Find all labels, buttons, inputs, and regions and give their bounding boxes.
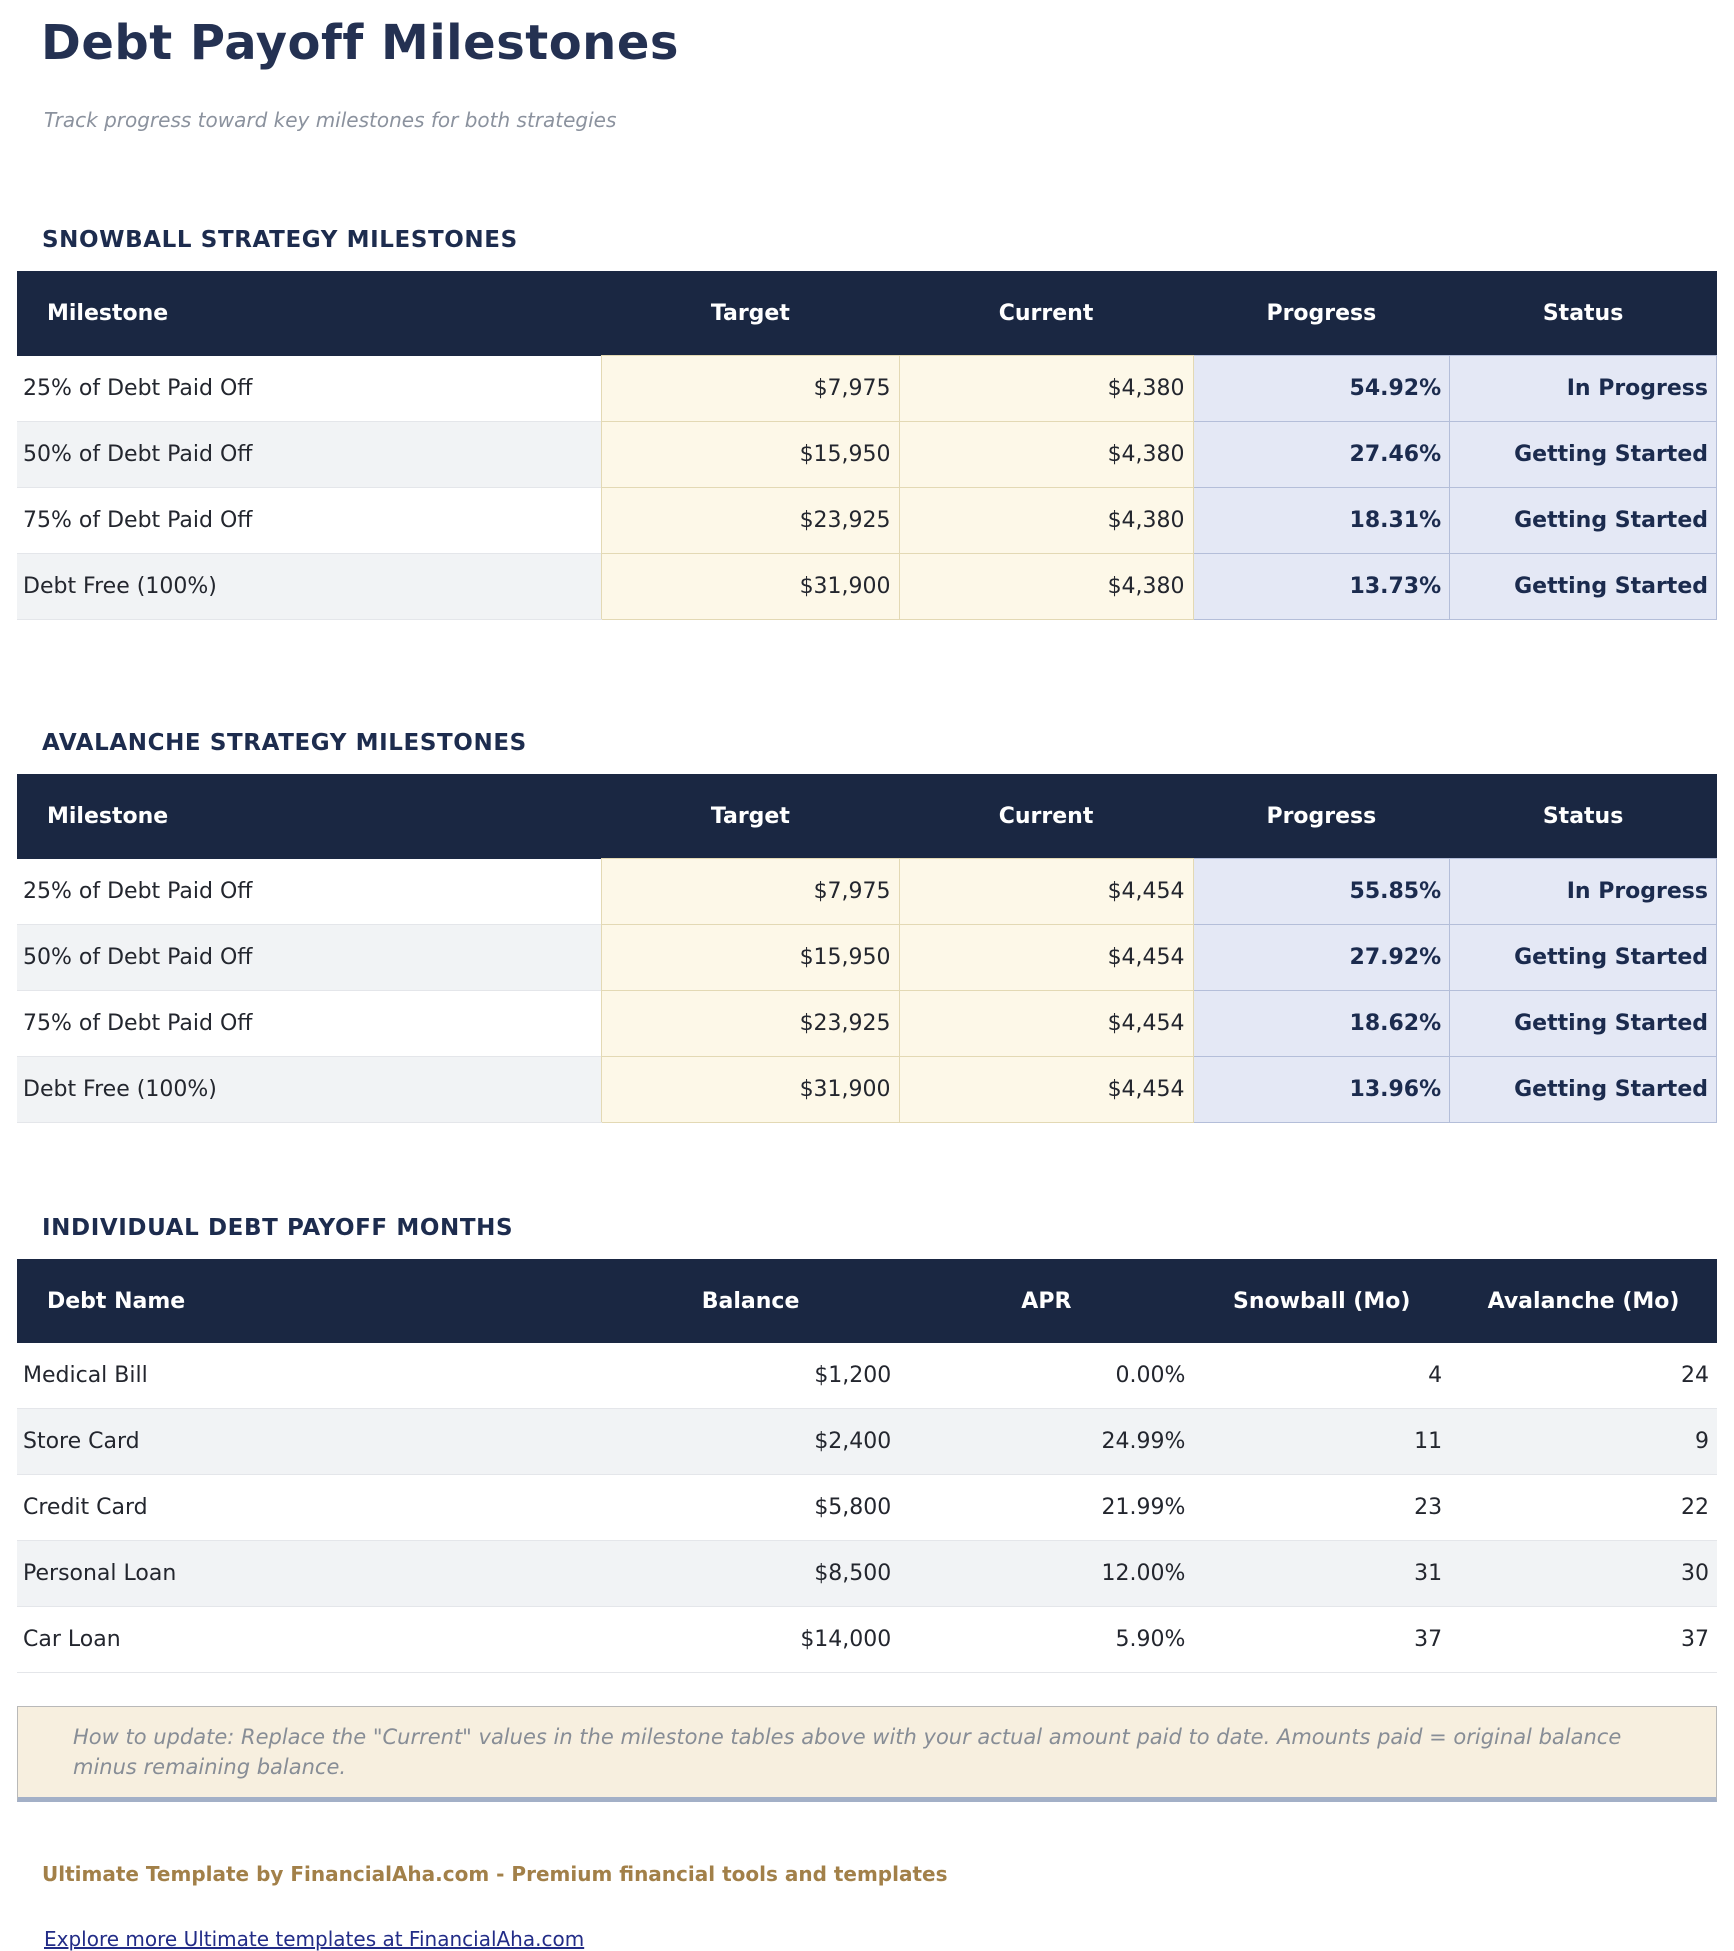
current-cell: $4,380 <box>899 422 1193 488</box>
progress-cell: 13.73% <box>1193 554 1450 620</box>
section-avalanche <box>17 730 1717 1123</box>
status-cell: Getting Started <box>1450 422 1717 488</box>
snowball-months-cell: 37 <box>1193 1607 1450 1673</box>
section-heading-snowball: SNOWBALL STRATEGY MILESTONES <box>42 227 518 254</box>
target-cell: $15,950 <box>602 925 899 991</box>
current-cell: $4,380 <box>899 488 1193 554</box>
milestone-cell: 25% of Debt Paid Off <box>23 376 253 402</box>
table-header-row <box>17 1259 1717 1343</box>
avalanche-months-cell: 9 <box>1450 1409 1717 1475</box>
apr-cell: 5.90% <box>899 1607 1193 1673</box>
snowball-months-cell: 31 <box>1193 1541 1450 1607</box>
section-heading-debts: INDIVIDUAL DEBT PAYOFF MONTHS <box>42 1215 514 1242</box>
status-cell: Getting Started <box>1450 554 1717 620</box>
table-row <box>17 859 1717 925</box>
debt-name-cell: Car Loan <box>17 1607 602 1673</box>
column-header-target: Target <box>602 271 899 356</box>
debt-payoff-months-table <box>17 1259 1717 1673</box>
section-snowball <box>17 227 1717 620</box>
target-cell: $15,950 <box>602 422 899 488</box>
column-header-balance: Balance <box>602 1259 900 1343</box>
target-cell: $23,925 <box>602 991 899 1057</box>
column-header-progress: Progress <box>1193 774 1450 859</box>
balance-cell: $2,400 <box>602 1409 900 1475</box>
status-cell: Getting Started <box>1450 991 1717 1057</box>
target-cell: $31,900 <box>602 1057 899 1123</box>
table-header-row <box>17 271 1717 356</box>
balance-cell: $5,800 <box>602 1475 900 1541</box>
column-header-progress: Progress <box>1193 271 1450 356</box>
progress-cell: 27.46% <box>1193 422 1450 488</box>
milestone-cell: 75% of Debt Paid Off <box>17 991 602 1057</box>
progress-cell: 54.92% <box>1193 356 1450 422</box>
avalanche-months-cell: 22 <box>1450 1475 1717 1541</box>
section-debts <box>17 1215 1717 1673</box>
column-header-apr: APR <box>899 1259 1193 1343</box>
milestone-cell: 50% of Debt Paid Off <box>17 422 602 488</box>
milestone-cell: 25% of Debt Paid Off <box>23 879 253 905</box>
column-header-debt-name: Debt Name <box>17 1259 602 1343</box>
page-title: Debt Payoff Milestones <box>41 15 679 71</box>
debt-name-cell: Credit Card <box>17 1475 602 1541</box>
table-row <box>17 1057 1717 1123</box>
snowball-months-cell: 23 <box>1193 1475 1450 1541</box>
table-row <box>17 991 1717 1057</box>
status-cell: In Progress <box>1450 356 1717 422</box>
apr-cell: 21.99% <box>899 1475 1193 1541</box>
column-header-avalanche: Avalanche (Mo) <box>1450 1259 1717 1343</box>
apr-cell: 0.00% <box>1115 1363 1186 1389</box>
table-row <box>17 356 1717 422</box>
balance-cell: $8,500 <box>602 1541 900 1607</box>
status-cell: Getting Started <box>1450 925 1717 991</box>
target-cell: $23,925 <box>602 488 899 554</box>
progress-cell: 55.85% <box>1193 859 1450 925</box>
debt-name-cell: Medical Bill <box>23 1363 148 1389</box>
progress-cell: 27.92% <box>1193 925 1450 991</box>
avalanche-months-cell: 30 <box>1450 1541 1717 1607</box>
table-row <box>17 925 1717 991</box>
current-cell: $4,380 <box>899 356 1193 422</box>
table-row <box>17 1343 1717 1409</box>
column-header-snowball: Snowball (Mo) <box>1193 1259 1450 1343</box>
current-cell: $4,380 <box>899 554 1193 620</box>
debt-name-cell: Personal Loan <box>17 1541 602 1607</box>
column-header-target: Target <box>602 774 899 859</box>
footer-brand-line: Ultimate Template by FinancialAha.com - Premium financial tools and templates <box>42 1862 948 1887</box>
debt-name-cell: Store Card <box>17 1409 602 1475</box>
column-header-current: Current <box>899 271 1193 356</box>
milestone-cell: Debt Free (100%) <box>17 554 602 620</box>
apr-cell: 12.00% <box>899 1541 1193 1607</box>
column-header-milestone: Milestone <box>17 774 602 859</box>
column-header-current: Current <box>899 774 1193 859</box>
snowball-months-cell: 4 <box>1428 1363 1443 1389</box>
current-cell: $4,454 <box>899 859 1193 925</box>
table-header-row <box>17 774 1717 859</box>
snowball-months-cell: 11 <box>1193 1409 1450 1475</box>
avalanche-months-cell: 37 <box>1450 1607 1717 1673</box>
table-row <box>17 1475 1717 1541</box>
progress-cell: 18.62% <box>1193 991 1450 1057</box>
footer-explore-link[interactable]: Explore more Ultimate templates at FinancialAha.com <box>44 1927 585 1951</box>
snowball-milestones-table <box>17 271 1717 620</box>
table-row <box>17 1409 1717 1475</box>
section-heading-avalanche: AVALANCHE STRATEGY MILESTONES <box>42 730 527 757</box>
page-subtitle: Track progress toward key milestones for both strategies <box>44 108 617 133</box>
milestone-cell: 75% of Debt Paid Off <box>17 488 602 554</box>
table-row <box>17 1607 1717 1673</box>
milestone-cell: Debt Free (100%) <box>17 1057 602 1123</box>
balance-cell: $1,200 <box>814 1363 892 1389</box>
current-cell: $4,454 <box>899 991 1193 1057</box>
target-cell: $7,975 <box>602 356 899 422</box>
avalanche-months-cell: 24 <box>1681 1363 1709 1389</box>
status-cell: Getting Started <box>1450 1057 1717 1123</box>
table-row <box>17 554 1717 620</box>
target-cell: $7,975 <box>602 859 899 925</box>
progress-cell: 18.31% <box>1193 488 1450 554</box>
status-cell: Getting Started <box>1450 488 1717 554</box>
current-cell: $4,454 <box>899 925 1193 991</box>
current-cell: $4,454 <box>899 1057 1193 1123</box>
avalanche-milestones-table <box>17 774 1717 1123</box>
how-to-update-note: How to update: Replace the "Current" values in the milestone tables above with your actual amount paid to date. Amounts paid = original balance minus remaining balance. <box>17 1706 1717 1802</box>
column-header-status: Status <box>1450 774 1717 859</box>
table-row <box>17 488 1717 554</box>
progress-cell: 13.96% <box>1193 1057 1450 1123</box>
status-cell: In Progress <box>1450 859 1717 925</box>
column-header-milestone: Milestone <box>17 271 602 356</box>
milestone-cell: 50% of Debt Paid Off <box>17 925 602 991</box>
apr-cell: 24.99% <box>899 1409 1193 1475</box>
table-row <box>17 422 1717 488</box>
column-header-status: Status <box>1450 271 1717 356</box>
table-row <box>17 1541 1717 1607</box>
balance-cell: $14,000 <box>602 1607 900 1673</box>
target-cell: $31,900 <box>602 554 899 620</box>
